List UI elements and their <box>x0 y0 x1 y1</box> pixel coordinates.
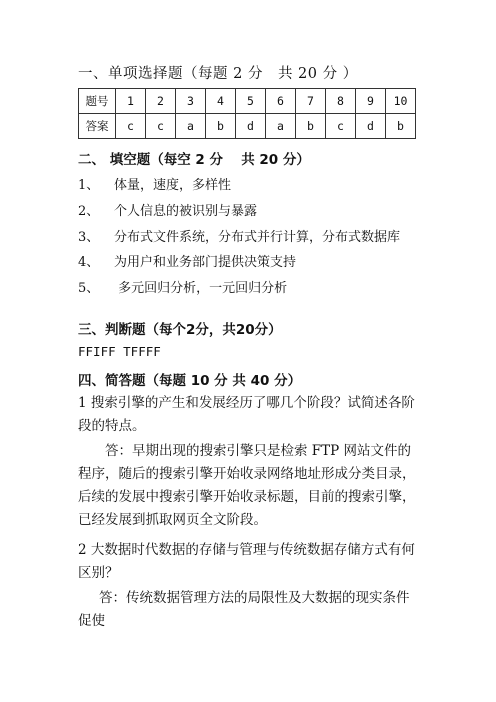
item-text: 体量，速度，多样性 <box>114 178 232 193</box>
list-item <box>78 226 400 245</box>
table-cell: c <box>116 114 146 139</box>
item-number: 2、 <box>78 204 100 219</box>
table-cell: 8 <box>326 89 356 114</box>
list-item <box>78 174 231 193</box>
table-cell: 9 <box>356 89 386 114</box>
item-number: 5、 <box>78 281 100 296</box>
table-cell: 6 <box>266 89 296 114</box>
table-header-number: 题号 <box>79 89 116 114</box>
list-item <box>78 251 296 270</box>
table-cell: d <box>236 114 266 139</box>
item-number: 1、 <box>78 178 100 193</box>
table-cell: 1 <box>116 89 146 114</box>
table-cell: b <box>296 114 326 139</box>
table-cell: 7 <box>296 89 326 114</box>
list-item <box>78 277 287 296</box>
answer-1: 答：早期出现的搜索引擎只是检索 FTP 网站文件的程序，随后的搜索引擎开始收录网络地址形成分类目录，后续的发展中搜索引擎开始收录标题，目前的搜索引擎，已经发展到抓取网页全文阶段。 <box>78 443 416 528</box>
item-text: 为用户和业务部门提供决策支持 <box>114 255 297 270</box>
table-cell: a <box>266 114 296 139</box>
section4-title: 四、简答题（每题 10 分 共 40 分） <box>78 373 302 389</box>
table-cell: 2 <box>146 89 176 114</box>
question-1: 1 搜索引擎的产生和发展经历了哪几个阶段？试简述各阶段的特点。 <box>78 395 415 434</box>
item-text: 多元回归分析，一元回归分析 <box>114 281 288 296</box>
answer-table <box>78 88 416 139</box>
table-row-answers <box>79 114 416 139</box>
question-2: 2 大数据时代数据的存储与管理与传统数据存储方式有何区别？ <box>78 542 415 581</box>
table-cell: 4 <box>206 89 236 114</box>
section1-title: 一、单项选择题（每题 2 分 共 20 分 ） <box>78 66 358 82</box>
section2-title: 二、 填空题（每空 2 分 共 20 分） <box>78 152 310 168</box>
table-cell: b <box>206 114 236 139</box>
table-cell: a <box>176 114 206 139</box>
list-item <box>78 200 257 219</box>
section3-title: 三、判断题（每个2分，共20分） <box>78 322 282 338</box>
table-cell: b <box>386 114 416 139</box>
table-cell: c <box>326 114 356 139</box>
table-row-numbers <box>79 89 416 114</box>
table-cell: c <box>146 114 176 139</box>
table-cell: 5 <box>236 89 266 114</box>
item-text: 个人信息的被识别与暴露 <box>114 204 258 219</box>
item-number: 4、 <box>78 255 100 270</box>
table-header-answer: 答案 <box>79 114 116 139</box>
judgment-answers: FFIFF TFFFF <box>78 344 161 359</box>
item-number: 3、 <box>78 230 100 245</box>
answer-2: 答：传统数据管理方法的局限性及大数据的现实条件促使 <box>78 590 410 629</box>
table-cell: 10 <box>386 89 416 114</box>
table-cell: d <box>356 114 386 139</box>
table-cell: 3 <box>176 89 206 114</box>
item-text: 分布式文件系统，分布式并行计算，分布式数据库 <box>114 230 401 245</box>
